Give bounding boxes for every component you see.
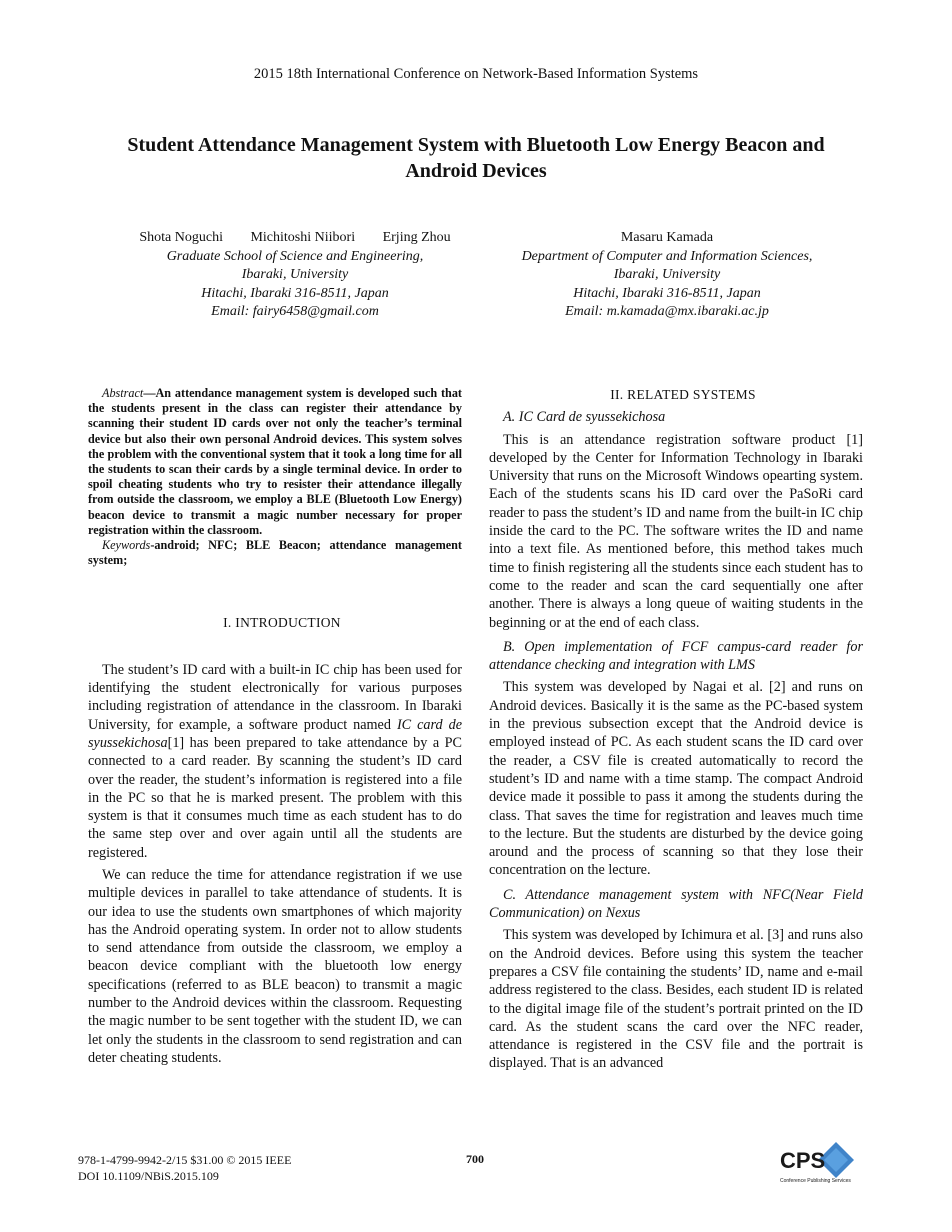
author-name: Erjing Zhou [382,230,451,245]
affiliation-line: Ibaraki, University [241,267,349,282]
abstract-text: —An attendance management system is developed such that the students present in the class can register their attendance by scanning their student ID cards over not only the teacher’s terminal device but also their own personal Android devices. This system solves the problem with the conventional system that it took a long time for all the students to scan their cards by a single terminal device. In order to spoil cheating students who try to resister their attendance illegally from outside the classroom, we employ a BLE (Bluetooth Low Energy) beacon device to transmit a magic number necessary for proper registration within the classroom. [88,386,462,537]
subsection-c-text: This system was developed by Ichimura et al. [3] and runs also on the Android devices. Before using this system the teacher prepares a CSV file containing the students’ ID, name and e-mail address registered to the class. Besides, each student ID is related to the digital image file of the student’s portrait printed on the ID card. As the student scans the card over the NFC reader, attendance is registered in the CSV file and the portrait is displayed. That is an advanced [489,927,863,1072]
author-email: Email: fairy6458@gmail.com [211,304,379,319]
keywords-text: -android; NFC; BLE Beacon; attendance management system; [88,538,462,568]
intro-text: [1] has been prepared to take attendance by a PC connected to a card reader. By scanning the student’s ID card over the reader, the student’s information is registered into a file in the PC so that he is marked present. The problem with this system is that it consumes much time as each student has to do the same step over and over again until all the students are registered. [88,734,462,861]
author-name: Shota Noguchi [139,230,223,245]
affiliation-line: Graduate School of Science and Engineering, [166,248,424,264]
cps-logo [778,1138,858,1186]
page-number: 700 [466,1152,484,1166]
conference-header: 2015 18th International Conference on Network-Based Information Systems [253,66,699,82]
paper-title [60,132,892,184]
subsection-b-title: B. Open implementation of FCF campus-card reader for attendance checking and integration with LMS [489,638,863,674]
affiliation-line: Hitachi, Ibaraki 316-8511, Japan [573,285,761,301]
intro-paragraph-1 [88,661,462,862]
title-line-1: Student Attendance Management System with Bluetooth Low Energy Beacon and [127,134,825,156]
subsection-c-title: C. Attendance management system with NFC(Near Field Communication) on Nexus [489,886,863,922]
subsection-a-text: This is an attendance registration software product [1] developed by the Center for Information Technology in Ibaraki University that runs on the Microsoft Windows opearting system. Each of the students scans his ID card over the PaSoRi card reader to pass the student’s ID and name from the built-in IC chip inside the card to the PC. The software writes the ID and name into a text file. As mentioned before, this method takes much time to finish registering all the students since each student has to come to the reader and scan the card sequentially one after another. There is always a long queue of waiting students in the beginning or at the end of each class. [489,431,863,631]
abstract-label: Abstract [102,386,144,400]
affiliation-line: Hitachi, Ibaraki 316-8511, Japan [201,285,389,301]
intro-paragraph-2: We can reduce the time for attendance registration if we use multiple devices in parallel to take attendance of students. It is our idea to use the students own smartphones of which majority has the Android operating system. In order not to allow students to send attendance from outside the classroom, we employ a beacon device compliant with the bluetooth low energy specifications (referred to as BLE beacon) to transmit a magic number to the Android devices within the classroom. Requesting the magic number to be sent together with the student ID, we can let only the students in the classroom to send registration and can deter cheating students. [88,867,462,1066]
author-names-right [486,229,848,248]
subsection-a-title: A. IC Card de syussekichosa [503,409,666,426]
author-email: Email: m.kamada@mx.ibaraki.ac.jp [565,304,769,319]
cps-logo-icon [778,1138,858,1186]
intro-text: The student’s ID card with a built-in IC chip has been used for identifying the student electronically for various purposes including registration of attendance in the classroom. In Ibaraki University, for example, a software product named [88,661,462,733]
logo-subtext: Conference Publishing Services [780,1178,851,1184]
keywords-label: Keywords [102,538,151,553]
affiliation-line: Ibaraki, University [613,267,721,282]
left-column [88,386,462,1067]
footer-doi: DOI 10.1109/NBiS.2015.109 [78,1169,219,1183]
keywords [88,538,462,568]
title-line-2: Android Devices [405,160,547,182]
section-heading-related: II. RELATED SYSTEMS [610,387,756,402]
abstract [88,386,462,538]
intro-emphasis: IC card de syussekichosa [88,716,463,751]
author-name: Masaru Kamada [620,230,714,245]
author-block-left [100,229,490,322]
affiliation-line: Department of Computer and Information Sciences, [521,248,813,264]
author-name: Michitoshi Niibori [250,230,356,245]
footer-copyright [78,1152,291,1184]
logo-text: CPS [780,1148,826,1173]
footer-isbn: 978-1-4799-9942-2/15 $31.00 © 2015 IEEE [78,1153,292,1167]
author-names-left [100,229,490,248]
author-block-right [486,229,848,322]
subsection-b-text: This system was developed by Nagai et al. [2] and runs on Android devices. Basically it is the same as the PC-based system in the previous subsection except that the Android device is employed instead of PC. As each student scans the ID card over the reader, a CSV file is created automatically to record the student’s ID and name with a time stamp. The compact Android device made it possible to pass it among the students during the class. That saves the time for registration and leaves much time to the lecture. But the students are disturbed by the device going around and the process of scanning so that they lose their concentration on the lecture. [489,679,863,879]
section-heading-introduction: I. INTRODUCTION [223,615,341,631]
right-column [489,386,863,1073]
